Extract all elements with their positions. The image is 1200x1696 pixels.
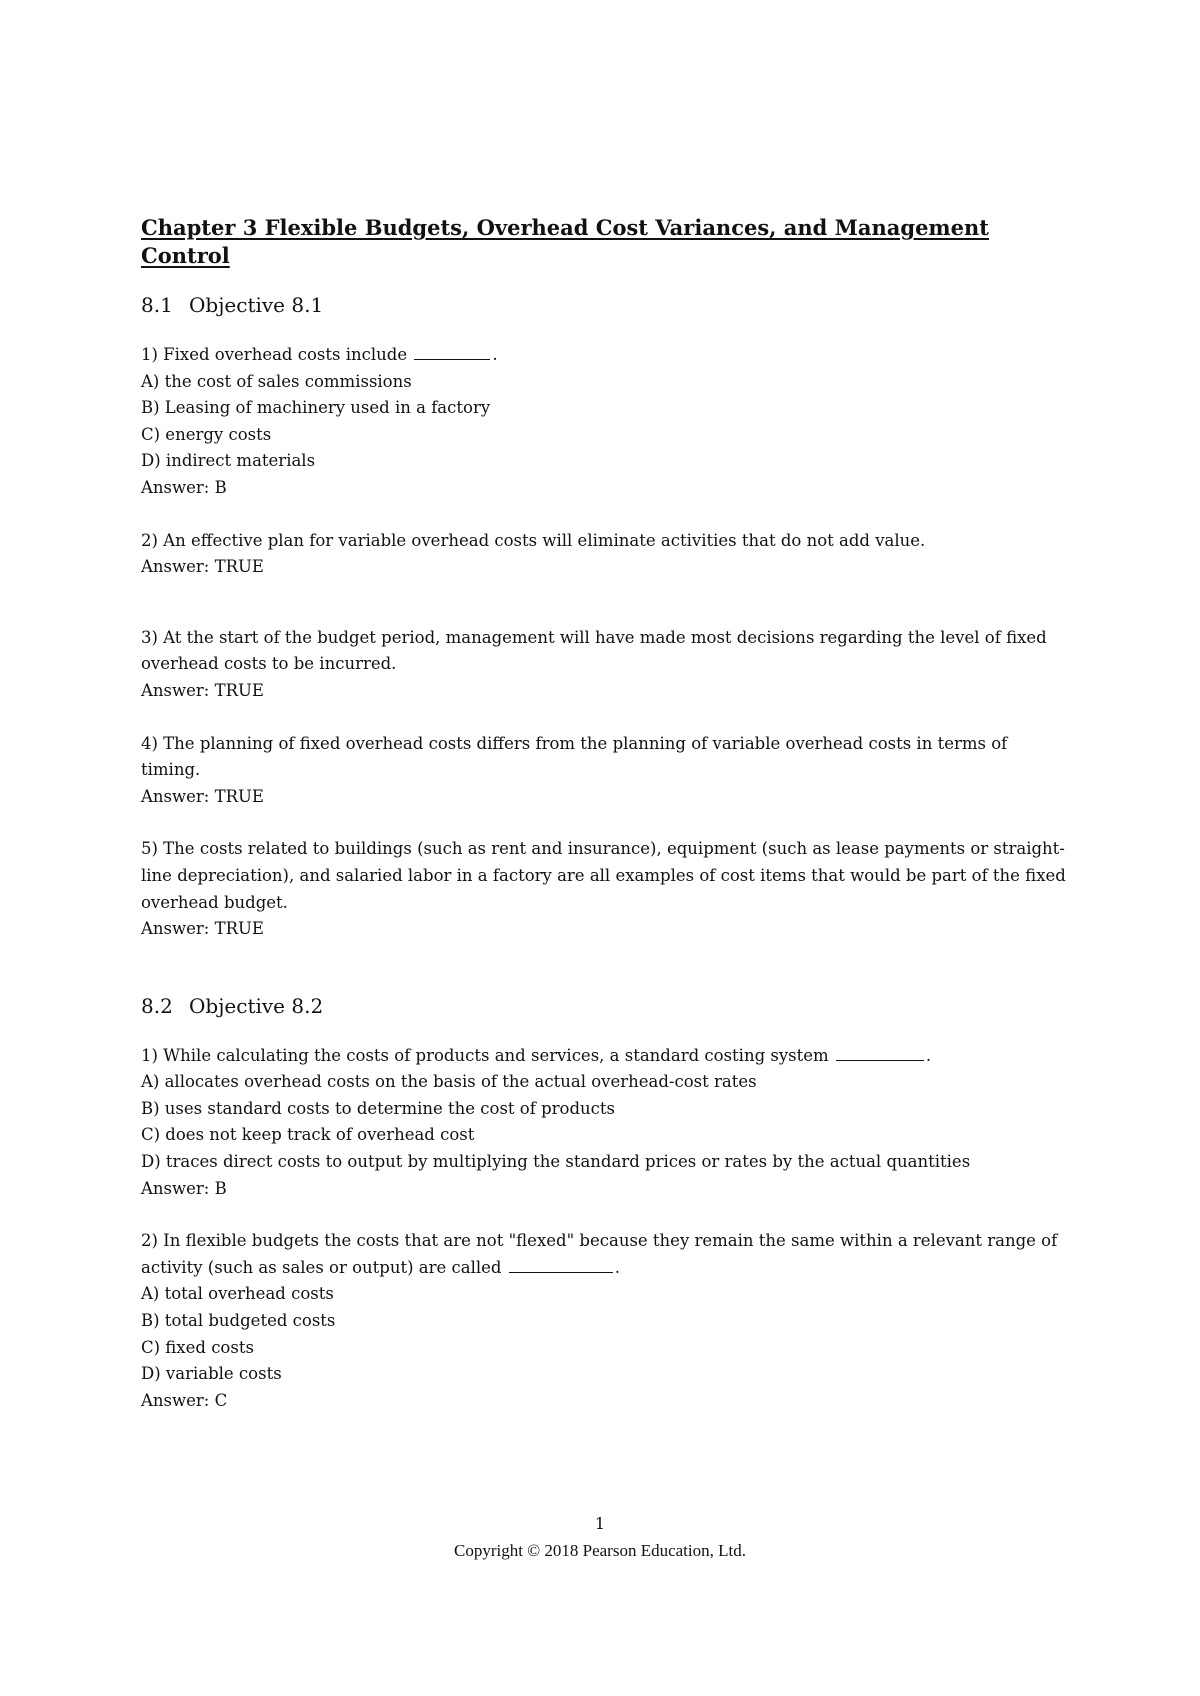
option-b: B) total budgeted costs bbox=[141, 1311, 336, 1331]
answer: Answer: TRUE bbox=[141, 557, 264, 577]
question-8-1-5 bbox=[141, 836, 1071, 942]
copyright-notice: Copyright © 2018 Pearson Education, Ltd. bbox=[454, 1541, 746, 1560]
question-text-after: . bbox=[492, 345, 498, 364]
answer: Answer: TRUE bbox=[141, 786, 264, 806]
question-8-1-4 bbox=[141, 731, 1071, 811]
option-b: B) Leasing of machinery used in a factory bbox=[141, 398, 491, 418]
answer-blank bbox=[414, 358, 490, 360]
section-heading-8-2 bbox=[141, 991, 1071, 1021]
option-a: A) the cost of sales commissions bbox=[141, 371, 412, 391]
question-text: 5) The costs related to buildings (such as rent and insurance), equipment (such as lease payments or straight-line depreciation), and salaried labor in a factory are all examples of cost items that would be part of the fixed overhead budget. bbox=[141, 839, 1066, 912]
option-b: B) uses standard costs to determine the cost of products bbox=[141, 1098, 615, 1118]
option-d: D) variable costs bbox=[141, 1364, 282, 1384]
question-8-1-3 bbox=[141, 625, 1071, 705]
chapter-title: Chapter 3 Flexible Budgets, Overhead Cost Variances, and Management Control bbox=[141, 215, 989, 268]
question-text bbox=[141, 1043, 1071, 1070]
option-a: A) total overhead costs bbox=[141, 1284, 334, 1304]
section-number: 8.1 bbox=[141, 293, 173, 317]
page-number: 1 bbox=[594, 1514, 606, 1533]
section-title: Objective 8.2 bbox=[189, 993, 324, 1018]
answer: Answer: C bbox=[141, 1390, 228, 1410]
option-c: C) fixed costs bbox=[141, 1337, 254, 1357]
option-c: C) does not keep track of overhead cost bbox=[141, 1125, 475, 1145]
question-text: 4) The planning of fixed overhead costs differs from the planning of variable overhead costs in terms of timing. bbox=[141, 733, 1008, 780]
option-a: A) allocates overhead costs on the basis of the actual overhead-cost rates bbox=[141, 1072, 757, 1092]
section-title: Objective 8.1 bbox=[189, 293, 324, 317]
spacer bbox=[141, 705, 1071, 731]
answer: Answer: TRUE bbox=[141, 919, 264, 939]
section-number: 8.2 bbox=[141, 993, 173, 1018]
spacer bbox=[141, 581, 1071, 625]
answer: Answer: B bbox=[141, 477, 227, 497]
question-text-after: . bbox=[925, 1045, 932, 1065]
answer-blank bbox=[836, 1059, 924, 1061]
answer: Answer: TRUE bbox=[141, 680, 264, 700]
question-text-after: . bbox=[614, 1257, 620, 1277]
option-d: D) indirect materials bbox=[141, 451, 316, 471]
question-8-2-2 bbox=[141, 1228, 1071, 1414]
question-text: 2) An effective plan for variable overhead costs will eliminate activities that do not add value. bbox=[141, 530, 926, 550]
question-text-before: 1) While calculating the costs of products and services, a standard costing system bbox=[141, 1045, 834, 1065]
question-8-1-1 bbox=[141, 342, 1071, 502]
spacer bbox=[141, 810, 1071, 836]
question-text-before: 2) In flexible budgets the costs that are not "flexed" because they remain the same within a relevant range of activity (such as sales or output) are called bbox=[141, 1231, 1058, 1277]
option-d: D) traces direct costs to output by multiplying the standard prices or rates by the actual quantities bbox=[141, 1152, 971, 1172]
question-text bbox=[141, 342, 1071, 369]
section-heading-8-1 bbox=[141, 290, 1071, 320]
question-8-1-2 bbox=[141, 528, 1071, 581]
question-text-before: 1) Fixed overhead costs include bbox=[141, 345, 413, 364]
option-c: C) energy costs bbox=[141, 424, 272, 444]
spacer bbox=[141, 1202, 1071, 1228]
answer: Answer: B bbox=[141, 1178, 227, 1198]
answer-blank bbox=[509, 1271, 613, 1273]
spacer bbox=[141, 943, 1071, 991]
question-8-2-1 bbox=[141, 1043, 1071, 1203]
question-text: 3) At the start of the budget period, management will have made most decisions regarding the level of fixed overhead costs to be incurred. bbox=[141, 627, 1047, 674]
question-text bbox=[141, 1228, 1071, 1281]
spacer bbox=[141, 502, 1071, 528]
page-content bbox=[141, 214, 1071, 1414]
